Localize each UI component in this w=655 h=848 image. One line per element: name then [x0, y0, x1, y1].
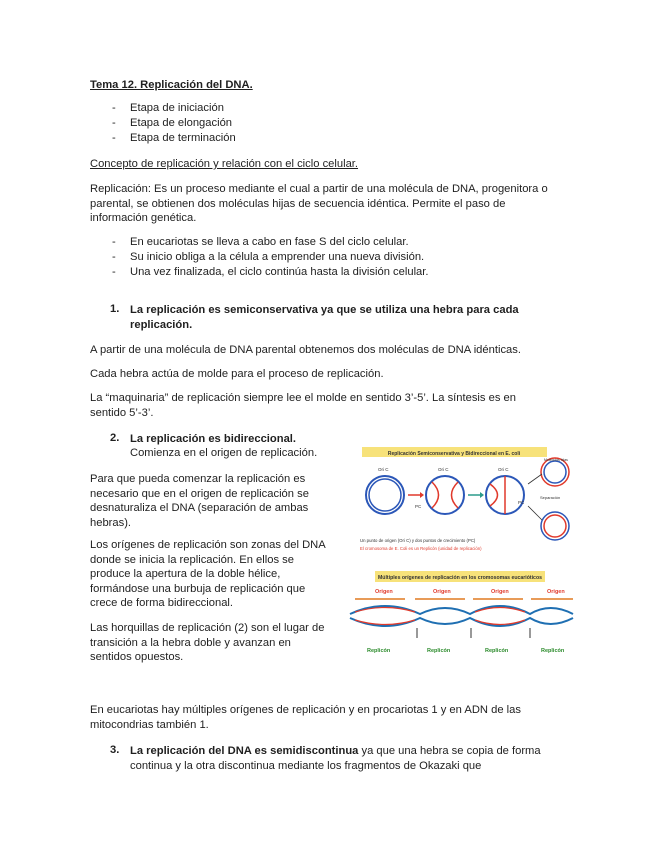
bullet-dash: -	[112, 236, 116, 248]
paragraph: Cada hebra actúa de molde para el proceso de replicación.	[90, 368, 384, 380]
daughter-label: Moléculas hijas	[544, 458, 568, 462]
point-3-rest: ya que una hebra se copia de forma	[358, 745, 541, 757]
pc-label: PC	[518, 500, 525, 505]
replicon-label: Replicón	[367, 648, 391, 654]
point-number: 2.	[110, 432, 120, 444]
text-line: sentido 5’-3’.	[90, 406, 154, 419]
list-item: Etapa de elongación	[130, 117, 233, 129]
figure-caption: El cromosoma de E. Coli es un Replicón (unidad de replicación)	[360, 546, 482, 551]
paragraph	[90, 621, 340, 665]
text-line: crece de forma bidireccional.	[90, 597, 234, 609]
text-line: replicación.	[130, 318, 193, 331]
text-line: hebras).	[90, 516, 132, 529]
figure-multiple-origins	[345, 568, 575, 656]
text-line: desnaturaliza el DNA (separación de ambas	[90, 502, 309, 514]
text-line	[130, 744, 541, 759]
list-item: En eucariotas se lleva a cabo en fase S del ciclo celular.	[130, 236, 409, 248]
figure-caption: Un punto de origen (Ori C) y dos puntos de crecimiento (PC)	[360, 538, 476, 543]
figure-bidirectional-replication	[350, 444, 575, 556]
point-3-heading: La replicación del DNA es semidiscontinua	[130, 745, 359, 757]
list-item: Etapa de terminación	[130, 132, 236, 144]
figure-title: Múltiples orígenes de replicación en los cromosomas eucarióticos	[377, 575, 543, 581]
text-line: parental, se obtienen dos moléculas hijas de secuencia idéntica. Permite el paso de	[90, 197, 506, 210]
text-line: formándose una burbuja de replicación que	[90, 582, 306, 595]
paragraph	[90, 391, 516, 420]
text-line: continua y la otra discontinua mediante los fragmentos de Okazaki que	[130, 759, 482, 772]
ori-label: Ori C	[378, 467, 389, 472]
text-line: Las horquillas de replicación (2) son el lugar de	[90, 622, 325, 634]
origin-label: Origen	[547, 589, 565, 595]
text-line: transición a la hebra doble y avanzan en	[90, 636, 291, 649]
paragraph	[90, 472, 340, 530]
origin-label: Origen	[433, 589, 451, 595]
paragraph	[90, 538, 340, 611]
text-line: información genética.	[90, 212, 197, 224]
page-title: Tema 12. Replicación del DNA.	[90, 79, 253, 91]
origin-label: Origen	[375, 589, 393, 595]
list-item: Una vez finalizada, el ciclo continúa hasta la división celular.	[130, 266, 429, 278]
origin-label: Origen	[491, 589, 509, 595]
paragraph: A partir de una molécula de DNA parental obtenemos dos moléculas de DNA idénticas.	[90, 344, 521, 356]
list-item: Etapa de iniciación	[130, 102, 224, 114]
text-line: sentidos opuestos.	[90, 651, 184, 663]
point-1-heading	[130, 303, 519, 332]
text-line: donde se inicia la replicación. En ellos se	[90, 553, 294, 566]
replicon-label: Replicón	[541, 648, 565, 654]
bullet-dash: -	[112, 102, 116, 114]
text-line: Los orígenes de replicación son zonas del DNA	[90, 539, 326, 551]
bullet-dash: -	[112, 251, 116, 263]
point-number: 1.	[110, 303, 120, 315]
pc-label: PC	[415, 504, 422, 509]
ori-label: Ori C	[498, 467, 509, 472]
text-line: Para que pueda comenzar la replicación es	[90, 473, 306, 485]
text-line: produce la apertura de la doble hélice,	[90, 568, 281, 580]
paragraph	[90, 703, 521, 732]
list-item: Su inicio obliga a la célula a emprender una nueva división.	[130, 251, 425, 263]
point-2-heading: La replicación es bidireccional.	[130, 433, 297, 445]
replicon-label: Replicón	[427, 648, 451, 654]
figure-title: Replicación Semiconservativa y Bidireccional en E. coli	[387, 451, 521, 457]
text-line: necesario que en el origen de replicación se	[90, 487, 309, 500]
separation-label: Separación	[540, 495, 561, 500]
point-2-subtitle: Comienza en el origen de replicación.	[130, 447, 318, 459]
text-line: mitocondrias también 1.	[90, 718, 209, 731]
point-3-text	[130, 744, 541, 773]
bullet-dash: -	[112, 117, 116, 129]
section-heading: Concepto de replicación y relación con el ciclo celular.	[90, 158, 359, 170]
text-line: La replicación es semiconservativa ya que se utiliza una hebra para cada	[130, 304, 519, 316]
text-line: Replicación: Es un proceso mediante el cual a partir de una molécula de DNA, progenitora o	[90, 183, 548, 195]
bullet-dash: -	[112, 132, 116, 144]
definition-paragraph	[90, 182, 560, 226]
bullet-dash: -	[112, 266, 116, 278]
text-line: La “maquinaria” de replicación siempre lee el molde en sentido 3’-5’. La síntesis es en	[90, 392, 516, 404]
replicon-label: Replicón	[485, 648, 509, 654]
text-line: En eucariotas hay múltiples orígenes de replicación y en procariotas 1 y en ADN de las	[90, 704, 521, 716]
point-number: 3.	[110, 744, 120, 756]
ori-label: Ori C	[438, 467, 449, 472]
